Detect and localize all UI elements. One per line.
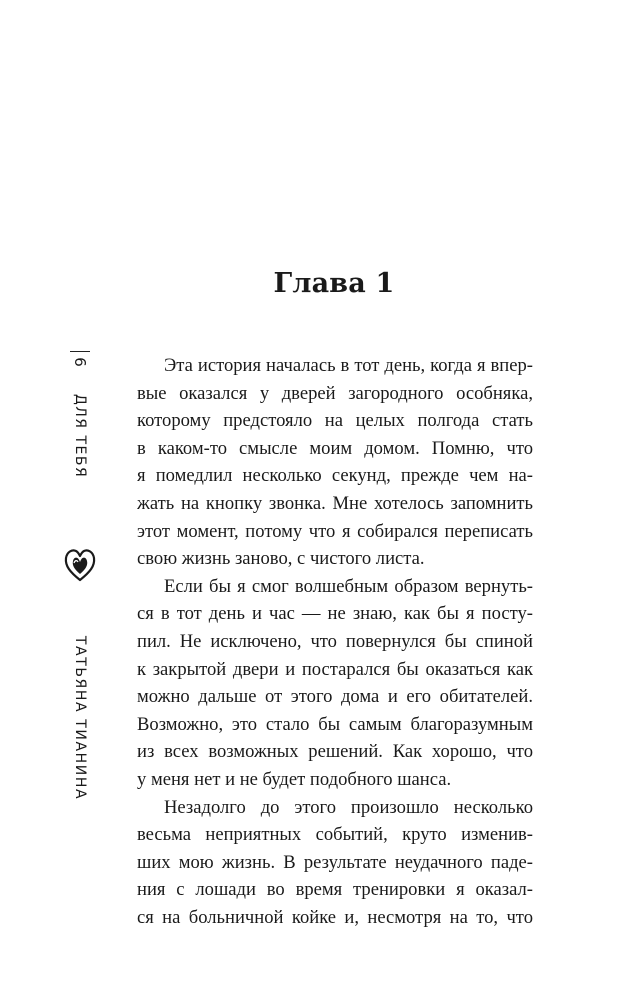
text-line: свою жизнь заново, с чистого листа. [137, 548, 425, 570]
text-line: из всех возможных решений. Как хорошо, что [137, 741, 533, 763]
text-line: к закрытой двери и постарался бы оказаться как [137, 658, 533, 680]
body-text [137, 352, 533, 931]
paragraph [137, 794, 533, 932]
text-line: пил. Не исключено, что повернулся бы спиной [137, 630, 533, 652]
page-number: 6 [71, 357, 89, 367]
text-line: вые оказался у дверей загородного особняка, [137, 382, 533, 404]
text-line: ших мою жизнь. В результате неудачного паде- [137, 851, 533, 873]
paragraph [137, 573, 533, 794]
chapter-title: Глава 1 [273, 268, 395, 299]
text-line: я помедлил несколько секунд, прежде чем на- [137, 465, 533, 487]
text-line: ся на больничной койке и, несмотря на то, что [137, 906, 533, 928]
text-line: Если бы я смог волшебным образом вернуть- [164, 575, 533, 597]
text-line: Эта история началась в тот день, когда я впер- [164, 355, 533, 376]
text-line: весьма неприятных событий, круто изменив- [137, 824, 533, 846]
paragraph [137, 352, 533, 573]
text-line: ся в тот день и час — не знаю, как бы я посту- [137, 603, 533, 625]
text-line: которому предстояло на целых полгода стать [137, 410, 533, 432]
running-title-book: ДЛЯ ТЕБЯ [72, 393, 88, 479]
text-line: у меня нет и не будет подобного шанса. [137, 768, 452, 790]
text-line: жать на кнопку звонка. Мне хотелось запомнить [137, 492, 533, 514]
text-line: Возможно, это стало бы самым благоразумным [137, 713, 533, 735]
text-line: можно дальше от этого дома и его обитателей. [137, 686, 533, 708]
running-title-author: ТАТЬЯНА ТИАНИНА [72, 635, 88, 801]
text-line: Незадолго до этого произошло несколько [164, 796, 533, 818]
text-line: этот момент, потому что я собирался переписать [137, 520, 533, 542]
text-line: в каком-то смысле моим домом. Помню, что [137, 437, 533, 459]
text-line: ния с лошади во время тренировки я оказал- [137, 879, 533, 901]
heart-icon [63, 547, 97, 583]
